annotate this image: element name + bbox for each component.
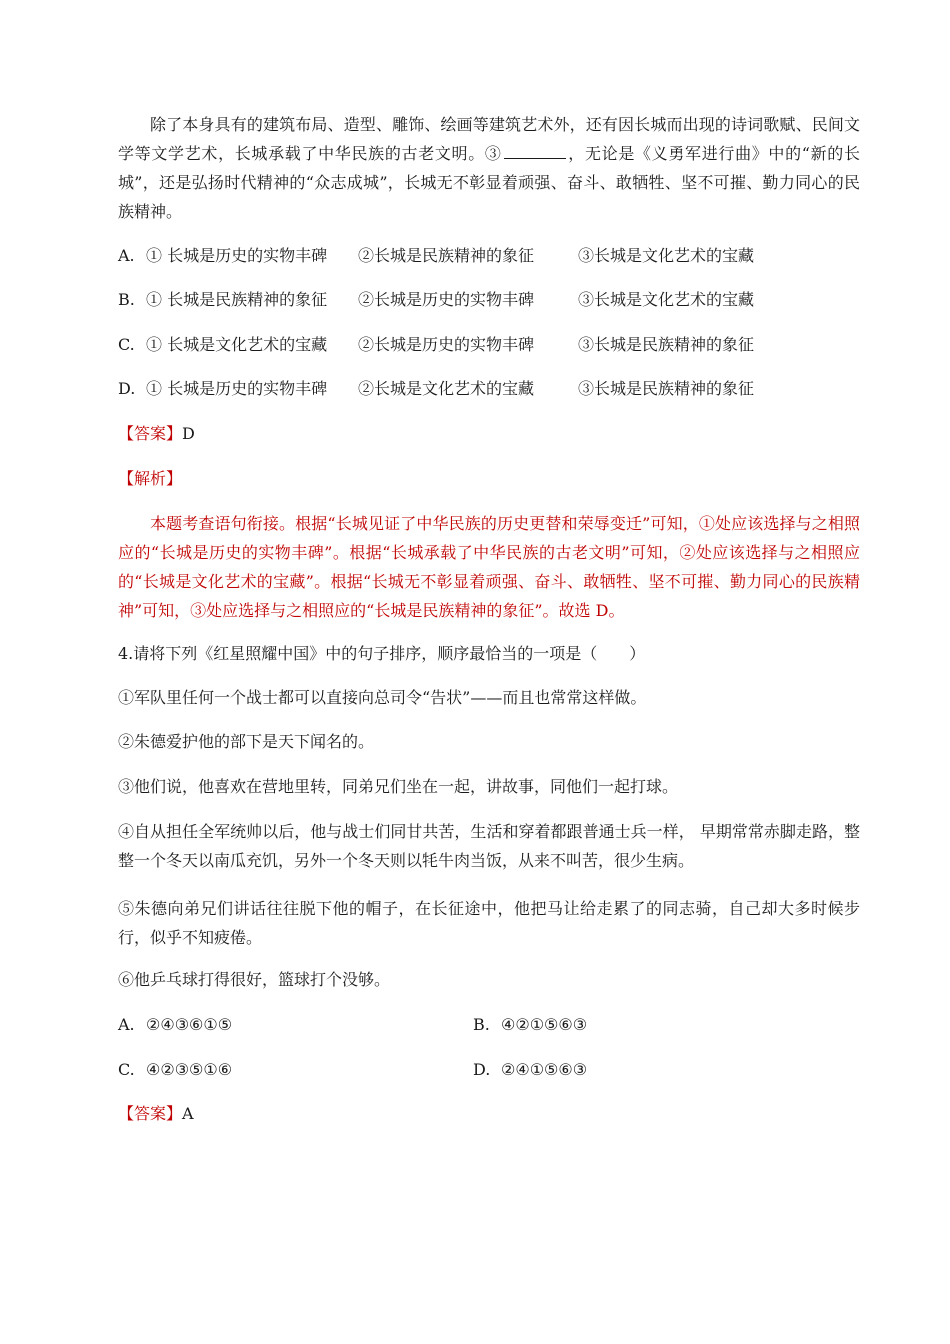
q4-sentence-6: ⑥他乒乓球打得很好，篮球打个没够。	[118, 970, 391, 989]
answer-tag: 【答案】	[118, 424, 183, 443]
option-item-1: ① 长城是民族精神的象征	[146, 290, 328, 309]
option-label: D.	[118, 379, 136, 398]
q4-sentence-3: ③他们说，他喜欢在营地里转，同弟兄们坐在一起，讲故事，同他们一起打球。	[118, 777, 679, 796]
q4-sentence-4: ④自从担任全军统帅以后，他与战士们同甘共苦，生活和穿着都跟普通士兵一样， 早期常常赤脚走路，整整一个冬天以南瓜充饥，另外一个冬天则以牦牛肉当饭，从来不叫苦，很少生病。	[118, 822, 860, 870]
option-item-2: ②长城是文化艺术的宝藏	[358, 379, 535, 398]
q4-sentence-1: ①军队里任何一个战士都可以直接向总司令“告状”——而且也常常这样做。	[118, 688, 647, 707]
option-item-2: ②长城是民族精神的象征	[358, 246, 535, 265]
option-item-3: ③长城是民族精神的象征	[578, 335, 755, 354]
q3-analysis-text: 本题考查语句衔接。根据“长城见证了中华民族的历史更替和荣辱变迁”可知，①处应该选择与之相照应的“长城是历史的实物丰碑”。根据“长城承载了中华民族的古老文明”可知，②处应该选择与之相照应的“长城是文化艺术的宝藏”。根据“长城无不彰显着顽强、奋斗、敢牺牲、坚不可摧、勤力同心的民族精神”可知，③处应选择与之相照应的“长城是民族精神的象征”。故选 D。	[118, 514, 860, 620]
option-label: A.	[118, 1015, 135, 1034]
option-label: B.	[473, 1015, 490, 1034]
q3-answer	[118, 423, 195, 445]
option-text: ②④①⑤⑥③	[501, 1060, 588, 1079]
option-item-2: ②长城是历史的实物丰碑	[358, 290, 535, 309]
q4-sentence-2: ②朱德爱护他的部下是天下闻名的。	[118, 732, 375, 751]
option-item-1: ① 长城是历史的实物丰碑	[146, 246, 328, 265]
option-text: ④②③⑤①⑥	[146, 1060, 233, 1079]
q3-passage-after: ，无论是《义勇军进行曲》中的“新的长城”，还是弘扬时代精神的“众志成城”，长城无不彰显着顽强、奋斗、敢牺牲、坚不可摧、勤力同心的民族精神。	[118, 144, 860, 221]
option-text: ②④③⑥①⑤	[146, 1015, 233, 1034]
answer-value: A	[182, 1104, 194, 1123]
option-item-3: ③长城是文化艺术的宝藏	[578, 290, 755, 309]
option-text: ④②①⑤⑥③	[501, 1015, 588, 1034]
answer-tag: 【答案】	[118, 1104, 183, 1123]
answer-value: D	[182, 424, 195, 443]
q4-stem: 4.请将下列《红星照耀中国》中的句子排序，顺序最恰当的一项是（ ）	[118, 644, 646, 663]
option-label: C.	[118, 1060, 135, 1079]
option-item-3: ③长城是文化艺术的宝藏	[578, 246, 755, 265]
q4-sentence-5: ⑤朱德向弟兄们讲话往往脱下他的帽子，在长征途中，他把马让给走累了的同志骑，自己却大多时候步行，似乎不知疲倦。	[118, 899, 860, 947]
q3-analysis-tag: 【解析】	[118, 469, 183, 488]
q3-blank-marker: ③	[484, 144, 502, 163]
option-label: B.	[118, 290, 135, 309]
option-item-2: ②长城是历史的实物丰碑	[358, 335, 535, 354]
option-item-1: ① 长城是文化艺术的宝藏	[146, 335, 328, 354]
q3-passage	[118, 110, 860, 226]
option-item-3: ③长城是民族精神的象征	[578, 379, 755, 398]
option-label: C.	[118, 335, 135, 354]
q4-answer	[118, 1103, 194, 1125]
option-label: D.	[473, 1060, 491, 1079]
q3-blank-line	[504, 142, 566, 159]
option-item-1: ① 长城是历史的实物丰碑	[146, 379, 328, 398]
q3-passage-before: 除了本身具有的建筑布局、造型、雕饰、绘画等建筑艺术外，还有因长城而出现的诗词歌赋、民间文学等文学艺术，长城承载了中华民族的古老文明。	[118, 115, 860, 163]
option-label: A.	[118, 246, 135, 265]
